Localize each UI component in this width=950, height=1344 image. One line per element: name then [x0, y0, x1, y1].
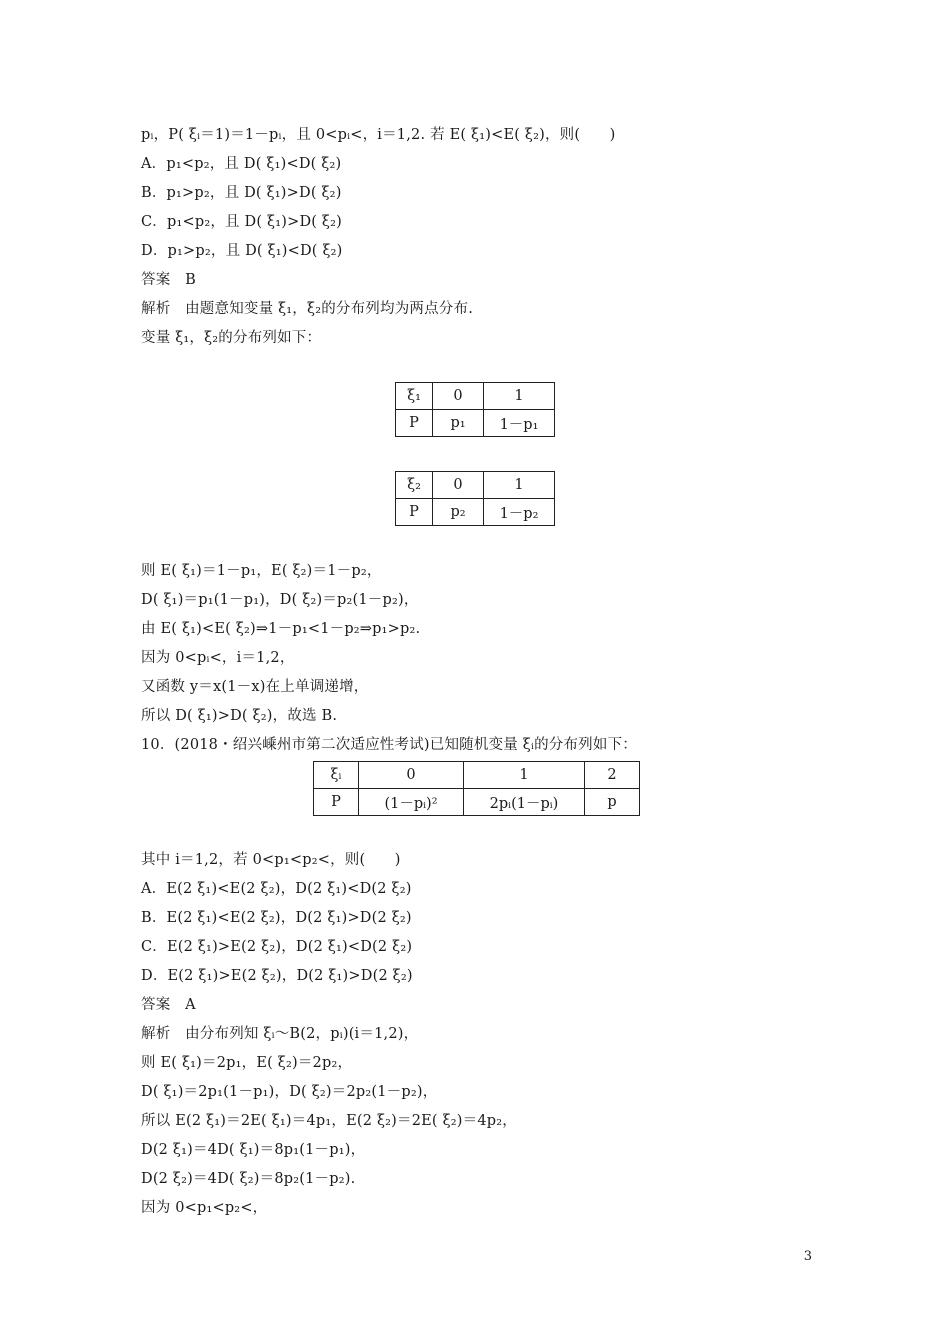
q10-step-2: 则 E( ξ₁)＝2p₁，E( ξ₂)＝2p₂， [141, 1055, 353, 1071]
page-number: 3 [803, 1249, 812, 1264]
table-row [314, 762, 640, 789]
table-cell: 0 [433, 383, 484, 410]
table-cell: 0 [359, 762, 464, 789]
q10-step-4: 所以 E(2 ξ₁)＝2E( ξ₁)＝4p₁，E(2 ξ₂)＝2E( ξ₂)＝4p₂， [141, 1113, 517, 1129]
q9-option-c: C．p₁<p₂，且 D( ξ₁)>D( ξ₂) [141, 214, 342, 230]
table-cell: 1－p₂ [484, 499, 555, 526]
table-cell: ξ₁ [396, 383, 433, 410]
table-cell: P [396, 499, 433, 526]
q10-step-6: D(2 ξ₂)＝4D( ξ₂)＝8p₂(1－p₂). [141, 1171, 356, 1187]
table-cell: 1 [484, 383, 555, 410]
table-cell: p₁ [433, 410, 484, 437]
q9-answer: 答案 B [141, 272, 196, 288]
table-cell: 1 [464, 762, 585, 789]
table-cell: (1－pᵢ)² [359, 789, 464, 816]
q9-distribution-table-2 [395, 471, 555, 526]
q9-table-intro: 变量 ξ₁，ξ₂的分布列如下： [141, 330, 322, 346]
table-row [396, 410, 555, 437]
q10-option-c: C．E(2 ξ₁)>E(2 ξ₂)，D(2 ξ₁)<D(2 ξ₂) [141, 939, 413, 955]
q9-step-1: 则 E( ξ₁)＝1－p₁，E( ξ₂)＝1－p₂， [141, 563, 382, 579]
q10-condition: 其中 i＝1,2，若 0<p₁<p₂<，则( ) [141, 852, 401, 868]
q10-step-7: 因为 0<p₁<p₂<， [141, 1200, 268, 1216]
table-cell: 1－p₁ [484, 410, 555, 437]
table-cell: 1 [484, 472, 555, 499]
q9-step-6: 所以 D( ξ₁)>D( ξ₂)，故选 B. [141, 708, 338, 724]
q10-step-3: D( ξ₁)＝2p₁(1－p₁)，D( ξ₂)＝2p₂(1－p₂)， [141, 1084, 438, 1100]
q10-answer: 答案 A [141, 997, 196, 1013]
table-cell: P [314, 789, 359, 816]
q9-option-d: D．p₁>p₂，且 D( ξ₁)<D( ξ₂) [141, 243, 343, 259]
q9-option-a: A．p₁<p₂，且 D( ξ₁)<D( ξ₂) [141, 156, 342, 172]
q9-stem: pᵢ，P( ξᵢ＝1)＝1－pᵢ，且 0<pᵢ<，i＝1,2. 若 E( ξ₁)<E( ξ₂)，则( ) [141, 127, 616, 143]
table-row [396, 383, 555, 410]
q10-step-5: D(2 ξ₁)＝4D( ξ₁)＝8p₁(1－p₁)， [141, 1142, 366, 1158]
table-cell: 0 [433, 472, 484, 499]
q9-step-3: 由 E( ξ₁)<E( ξ₂)⇒1－p₁<1－p₂⇒p₁>p₂. [141, 621, 421, 637]
table-row [396, 472, 555, 499]
q10-distribution-table [313, 761, 640, 816]
q10-stem: 10．(2018・绍兴嵊州市第二次适应性考试)已知随机变量 ξᵢ的分布列如下： [141, 737, 637, 753]
q10-option-b: B．E(2 ξ₁)<E(2 ξ₂)，D(2 ξ₁)>D(2 ξ₂) [141, 910, 412, 926]
q9-option-b: B．p₁>p₂，且 D( ξ₁)>D( ξ₂) [141, 185, 342, 201]
table-row [314, 789, 640, 816]
q10-option-a: A．E(2 ξ₁)<E(2 ξ₂)，D(2 ξ₁)<D(2 ξ₂) [141, 881, 412, 897]
table-cell: P [396, 410, 433, 437]
q10-step-1: 解析 由分布列知 ξᵢ～B(2，pᵢ)(i＝1,2)， [141, 1026, 419, 1042]
table-cell: 2pᵢ(1－pᵢ) [464, 789, 585, 816]
table-cell: ξ₂ [396, 472, 433, 499]
q9-analysis-intro: 解析 由题意知变量 ξ₁，ξ₂的分布列均为两点分布. [141, 301, 474, 317]
table-cell: ξᵢ [314, 762, 359, 789]
table-cell: p₂ [433, 499, 484, 526]
table-cell: 2 [585, 762, 640, 789]
table-cell: p [585, 789, 640, 816]
q9-step-4: 因为 0<pᵢ<，i＝1,2， [141, 650, 295, 666]
q9-distribution-table-1 [395, 382, 555, 437]
q9-step-5: 又函数 y＝x(1－x)在上单调递增， [141, 679, 369, 695]
table-row [396, 499, 555, 526]
q9-step-2: D( ξ₁)＝p₁(1－p₁)，D( ξ₂)＝p₂(1－p₂)， [141, 592, 419, 608]
q10-option-d: D．E(2 ξ₁)>E(2 ξ₂)，D(2 ξ₁)>D(2 ξ₂) [141, 968, 413, 984]
